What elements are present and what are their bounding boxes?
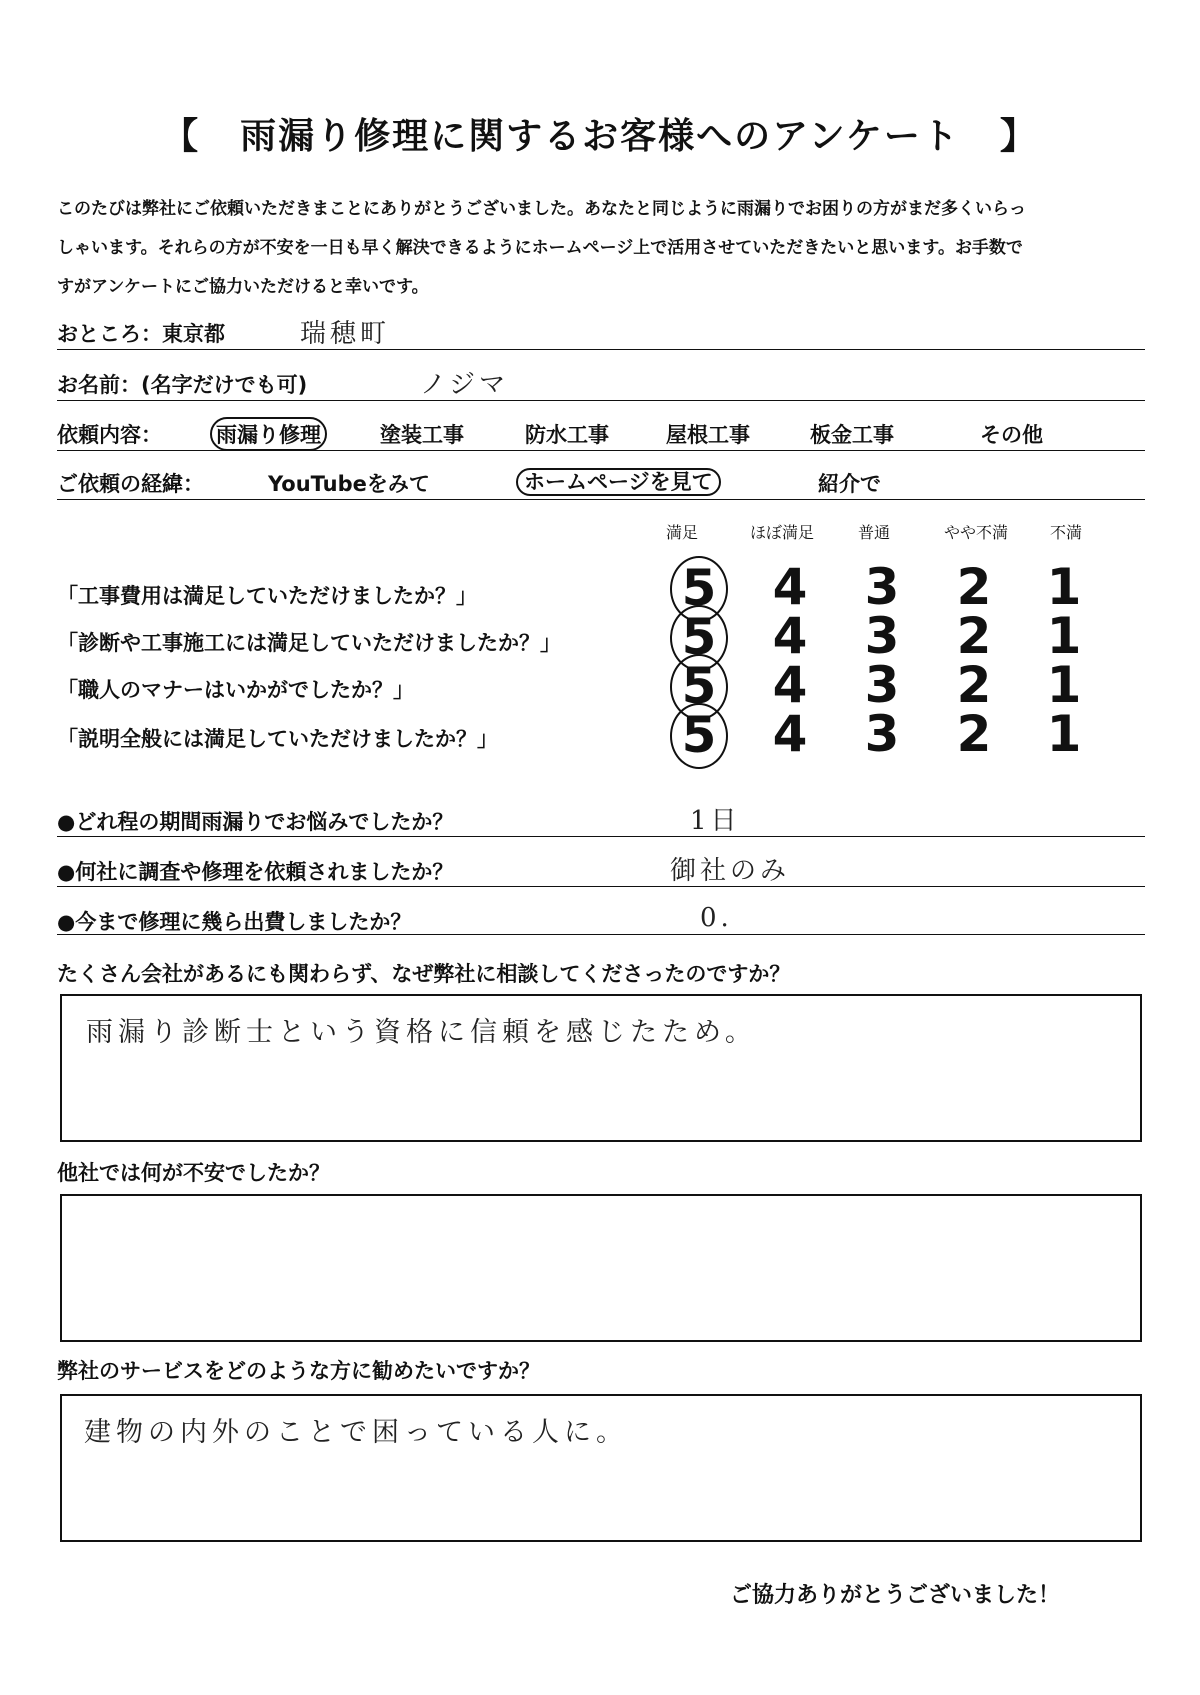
bullet-question: ●今まで修理に幾ら出費しましたか？	[57, 910, 412, 934]
rating-selected-5: 5	[670, 605, 728, 671]
scale-label: ほぼ満足	[750, 523, 815, 542]
rating-option: 1	[1046, 656, 1082, 714]
bullet-answer: 1日	[690, 806, 741, 836]
thanks-message: ご協力ありがとうございました！	[730, 1583, 1061, 1608]
rating-selected-5: 5	[670, 654, 728, 720]
rating-option: 3	[864, 607, 900, 665]
scale-label: 普通	[858, 523, 891, 542]
request-options	[216, 417, 327, 451]
divider	[57, 836, 1145, 837]
rating-option: 3	[864, 705, 900, 763]
rating-option: 4	[772, 705, 808, 763]
request-option-selected: 雨漏り修理	[210, 417, 327, 451]
free-answer: 建物の内外のことで困っている人に。	[84, 1417, 628, 1448]
divider	[57, 886, 1145, 887]
answer-box	[60, 1194, 1142, 1342]
scale-label: やや不満	[944, 523, 1009, 542]
free-question: 他社では何が不安でしたか？	[57, 1161, 330, 1185]
divider	[57, 934, 1145, 935]
address-label: おところ：東京都	[57, 322, 225, 346]
divider	[57, 499, 1145, 500]
rating-option: 3	[864, 656, 900, 714]
bullet-answer: 御社のみ	[670, 856, 791, 886]
rating-option: 1	[1046, 558, 1082, 616]
request-option: 防水工事	[525, 423, 609, 447]
rating-option: 4	[772, 558, 808, 616]
channel-option: 紹介で	[818, 472, 881, 496]
rating-selected-5: 5	[670, 703, 728, 769]
rating-selected-5: 5	[670, 556, 728, 622]
request-option: その他	[980, 423, 1043, 447]
name-value: ノジマ	[420, 370, 509, 400]
divider	[57, 450, 1145, 451]
intro-line: しゃいます。それらの方が不安を一日も早く解決できるようにホームページ上で活用させていただきたいと思います。お手数で	[57, 238, 1023, 258]
request-option: 塗装工事	[380, 423, 464, 447]
free-question: たくさん会社があるにも関わらず、なぜ弊社に相談してくださったのですか？	[57, 962, 791, 986]
intro-line: すがアンケートにご協力いただけると幸いです。	[57, 277, 429, 297]
answer-box	[60, 1394, 1142, 1542]
page-title: 【 雨漏り修理に関するお客様へのアンケート 】	[162, 116, 1038, 157]
address-value: 瑞穂町	[300, 319, 391, 349]
rating-option: 4	[772, 607, 808, 665]
rating-question: 「職人のマナーはいかがでしたか？」	[57, 678, 414, 702]
name-label: お名前：(名字だけでも可)	[57, 373, 308, 397]
channel-option: YouTubeをみて	[268, 472, 430, 496]
bullet-question: ●どれ程の期間雨漏りでお悩みでしたか？	[57, 810, 454, 834]
free-answer: 雨漏り診断士という資格に信頼を感じたため。	[86, 1017, 757, 1048]
rating-option: 2	[956, 607, 992, 665]
rating-option: 2	[956, 705, 992, 763]
divider	[57, 400, 1145, 401]
channel-label: ご依頼の経緯：	[57, 472, 204, 496]
request-option: 屋根工事	[666, 423, 750, 447]
request-label: 依頼内容：	[57, 423, 162, 447]
rating-option: 2	[956, 558, 992, 616]
channel-option-selected: ホームページを見て	[516, 466, 721, 496]
scale-label: 不満	[1050, 523, 1083, 542]
rating-question: 「工事費用は満足していただけましたか？」	[57, 584, 477, 608]
intro-paragraph	[57, 190, 1157, 307]
scale-label: 満足	[666, 523, 699, 542]
rating-option: 1	[1046, 607, 1082, 665]
request-option: 板金工事	[810, 423, 894, 447]
bullet-answer: 0.	[700, 903, 733, 933]
rating-option: 3	[864, 558, 900, 616]
rating-question: 「説明全般には満足していただけましたか？」	[57, 727, 498, 751]
rating-question: 「診断や工事施工には満足していただけましたか？」	[57, 631, 561, 655]
bullet-question: ●何社に調査や修理を依頼されましたか？	[57, 860, 454, 884]
rating-option: 4	[772, 656, 808, 714]
free-question: 弊社のサービスをどのような方に勧めたいですか？	[57, 1359, 540, 1383]
free-answer	[62, 1196, 1140, 1210]
divider	[57, 349, 1145, 350]
intro-line: このたびは弊社にご依頼いただきまことにありがとうございました。あなたと同じように雨漏りでお困りの方がまだ多くいらっ	[57, 199, 1026, 219]
rating-option: 1	[1046, 705, 1082, 763]
rating-option: 2	[956, 656, 992, 714]
answer-box	[60, 994, 1142, 1142]
